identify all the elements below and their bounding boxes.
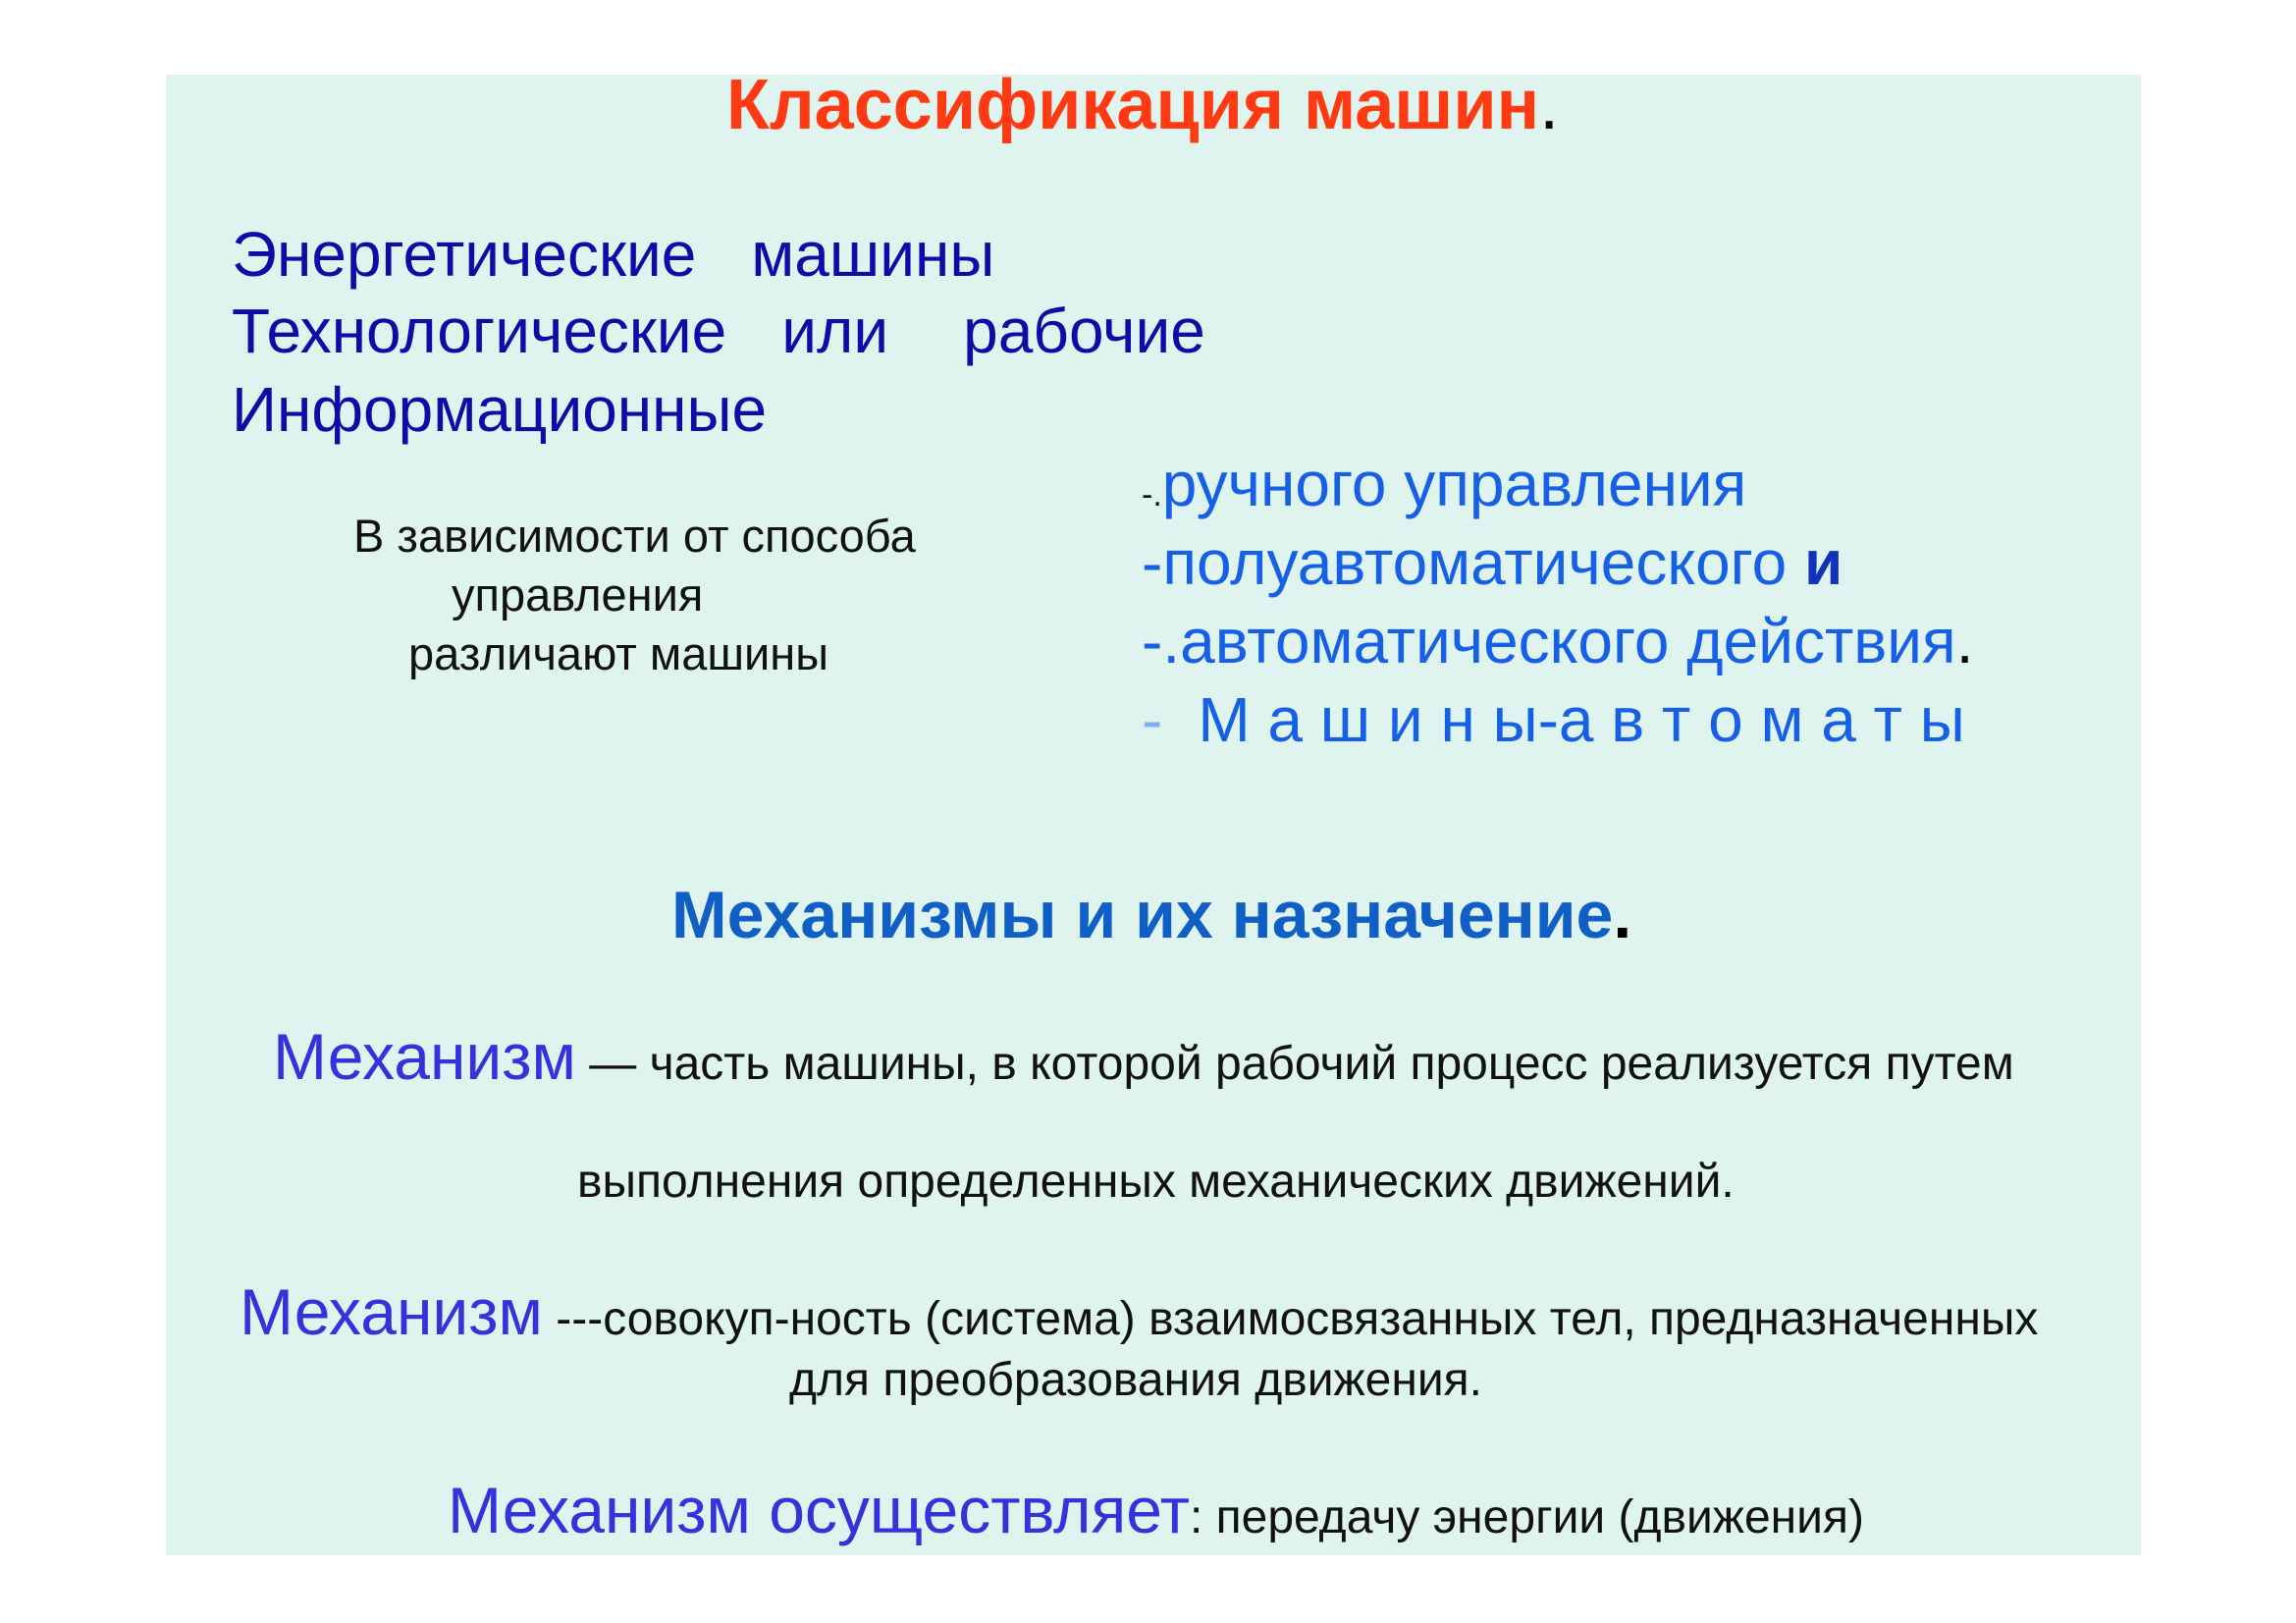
machine-type-technological [232,295,1205,367]
machine-type-word: или [781,296,889,366]
machine-type-word: рабочие [963,296,1205,366]
definition-text: — часть машины, в которой рабочий процесс реализуется путем [575,1038,2014,1090]
control-caption-line-2: управления [452,568,704,621]
machine-type-word: Энергетические [232,219,697,290]
control-type-semi-and: и [1803,527,1843,598]
machine-type-word: Информационные [232,374,768,445]
definition-text: ---совокуп-ность (система) взаимосвязанных тел, предназначенных [542,1293,2039,1345]
definition-1-continuation: выполнения определенных механических движений. [577,1156,1735,1208]
definition-term: Механизм [240,1275,543,1348]
control-type-automata-text: М а ш и н ы-а в т о м а т ы [1198,684,1965,755]
definition-3 [448,1473,1864,1547]
control-caption-line-3: различают машины [408,627,829,679]
section-subtitle [671,877,1631,953]
slide-title [726,65,1559,145]
control-type-auto [1142,605,1973,677]
control-type-prefix: -. [1142,476,1162,514]
machine-type-energy [232,218,994,291]
control-type-automata [1142,683,1965,756]
section-subtitle-dot: . [1613,878,1632,952]
control-type-manual-text: ручного управления [1161,449,1747,519]
machine-type-word: Технологические [232,296,727,366]
definition-term: Механизм осуществляет [448,1474,1190,1546]
definition-2 [240,1274,2038,1349]
machine-type-word: машины [751,219,995,290]
definition-text: : передачу энергии (движения) [1189,1491,1864,1543]
control-type-semi-text: -полуавтоматического [1142,527,1788,598]
slide-title-text: Классификация машин [726,66,1540,144]
definition-2-continuation: для преобразования движения. [789,1354,1483,1406]
machine-type-information [232,373,767,446]
control-caption-line-1: В зависимости от способа [353,510,916,562]
control-type-auto-text: -.автоматического действия [1142,606,1956,676]
control-type-automata-dash: - [1142,684,1163,755]
slide-title-dot: . [1539,66,1560,144]
control-type-manual [1142,448,1746,520]
control-type-semi [1142,526,1842,599]
definition-term: Механизм [273,1020,576,1093]
definition-1 [273,1019,2014,1094]
section-subtitle-text: Механизмы и их назначение [671,878,1614,952]
control-type-auto-dot: . [1955,606,1974,676]
